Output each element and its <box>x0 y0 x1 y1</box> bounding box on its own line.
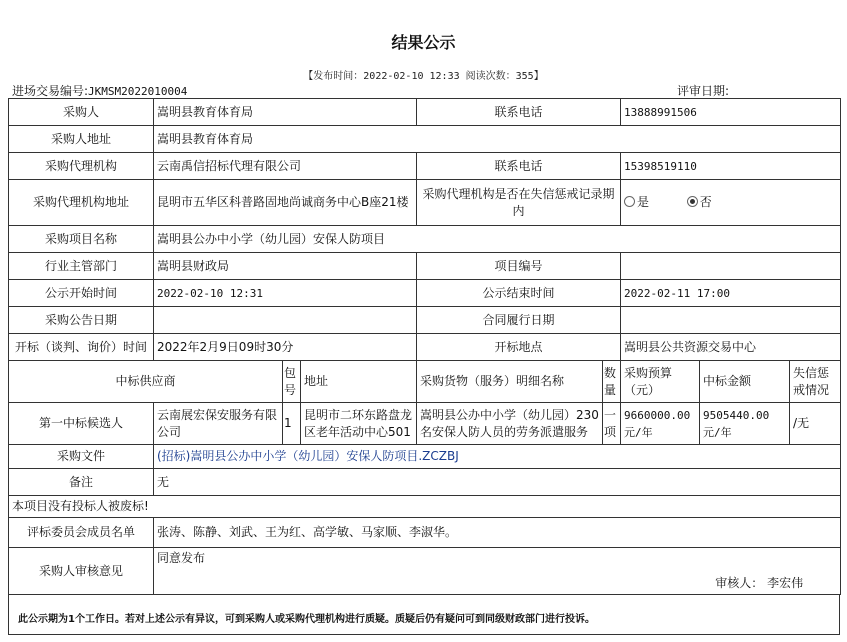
project-name: 嵩明县公办中小学（幼儿园）安保人防项目 <box>154 226 841 253</box>
reviewer: 审核人： 李宏伟 <box>715 576 804 590</box>
bid-amount: 9505440.00元/年 <box>700 403 790 445</box>
bid-goods: 嵩明县公办中小学（幼儿园）230名安保人防人员的劳务派遣服务 <box>417 403 603 445</box>
open-time: 2022年2月9日09时30分 <box>154 334 417 361</box>
header-address: 地址 <box>301 361 417 403</box>
agency-addr: 昆明市五华区科普路固地尚诚商务中心B座21楼 <box>154 180 417 226</box>
committee-label: 评标委员会成员名单 <box>9 518 154 548</box>
bid-qty: 一项 <box>603 403 621 445</box>
project-name-label: 采购项目名称 <box>9 226 154 253</box>
docs-label: 采购文件 <box>9 445 154 469</box>
option-no-label: 否 <box>699 195 712 209</box>
radio-yes[interactable] <box>624 196 635 207</box>
end-label: 公示结束时间 <box>417 280 621 307</box>
project-no-label: 项目编号 <box>417 253 621 280</box>
dishonest-options <box>621 180 841 226</box>
purchaser-label: 采购人 <box>9 99 154 126</box>
bid-credit-value: 无 <box>797 416 810 430</box>
purchaser-phone: 13888991506 <box>621 99 841 126</box>
option-yes-label: 是 <box>637 195 650 209</box>
end-value: 2022-02-11 17:00 <box>621 280 841 307</box>
publish-meta: 【发布时间：2022-02-10 12:33 阅读次数：355】 <box>303 71 544 82</box>
page-title: 结果公示 <box>391 33 456 52</box>
remark-value: 无 <box>154 469 841 496</box>
header-supplier: 中标供应商 <box>9 361 283 403</box>
radio-no[interactable] <box>687 196 698 207</box>
agency-phone: 15398519110 <box>621 153 841 180</box>
contract-date-label: 合同履行日期 <box>417 307 621 334</box>
header-budget: 采购预算（元） <box>621 361 700 403</box>
agency-label: 采购代理机构 <box>9 153 154 180</box>
review-label: 采购人审核意见 <box>9 548 154 595</box>
committee-value: 张涛、陈静、刘武、王为红、高学敏、马家顺、李淑华。 <box>154 518 841 548</box>
abandon-note: 本项目没有投标人被废标! <box>9 496 841 518</box>
open-time-label: 开标（谈判、询价）时间 <box>9 334 154 361</box>
open-place-label: 开标地点 <box>417 334 621 361</box>
dept-label: 行业主管部门 <box>9 253 154 280</box>
purchaser-addr-label: 采购人地址 <box>9 126 154 153</box>
review-date-label: 评审日期: <box>677 84 730 98</box>
header-qty: 数量 <box>603 361 621 403</box>
contract-date <box>621 307 841 334</box>
project-no <box>621 253 841 280</box>
agency-addr-label: 采购代理机构地址 <box>9 180 154 226</box>
footer-border-bottom <box>8 634 840 635</box>
review-cell <box>154 548 841 595</box>
notice-date <box>154 307 417 334</box>
footer-border-left <box>8 594 9 634</box>
purchaser-phone-label: 联系电话 <box>417 99 621 126</box>
bid-credit-slash: / <box>793 416 798 430</box>
purchaser-addr: 嵩明县教育体育局 <box>154 126 841 153</box>
bid-rank: 第一中标候选人 <box>9 403 154 445</box>
purchaser-value: 嵩明县教育体育局 <box>154 99 417 126</box>
bid-package: 1 <box>283 403 301 445</box>
bid-address: 昆明市二环东路盘龙区老年活动中心501 <box>301 403 417 445</box>
review-value: 同意发布 <box>157 551 206 565</box>
header-package: 包号 <box>283 361 301 403</box>
header-credit: 失信惩戒情况 <box>790 361 841 403</box>
bid-credit <box>790 403 841 445</box>
start-value: 2022-02-10 12:31 <box>154 280 417 307</box>
footer-notice: 此公示期为1个工作日。若对上述公示有异议，可到采购人或采购代理机构进行质疑。质疑后仍有疑问可到同级财政部门进行投诉。 <box>18 614 595 625</box>
dept-value: 嵩明县财政局 <box>154 253 417 280</box>
start-label: 公示开始时间 <box>9 280 154 307</box>
trade-code-label: 进场交易编号: <box>12 84 89 98</box>
remark-label: 备注 <box>9 469 154 496</box>
header-goods: 采购货物（服务）明细名称 <box>417 361 603 403</box>
header-amount: 中标金额 <box>700 361 790 403</box>
notice-date-label: 采购公告日期 <box>9 307 154 334</box>
footer-border-right <box>839 594 840 634</box>
trade-code <box>12 82 187 99</box>
result-table <box>8 98 841 595</box>
agency-phone-label: 联系电话 <box>417 153 621 180</box>
open-place: 嵩明县公共资源交易中心 <box>621 334 841 361</box>
dishonest-label: 采购代理机构是否在失信惩戒记录期内 <box>417 180 621 226</box>
agency-value: 云南禹信招标代理有限公司 <box>154 153 417 180</box>
bid-budget: 9660000.00元/年 <box>621 403 700 445</box>
trade-code-value: JKMSM2022010004 <box>88 85 188 98</box>
docs-file-link[interactable]: (招标)嵩明县公办中小学（幼儿园）安保人防项目.ZCZBJ <box>154 445 841 469</box>
bid-supplier: 云南展宏保安服务有限公司 <box>154 403 283 445</box>
